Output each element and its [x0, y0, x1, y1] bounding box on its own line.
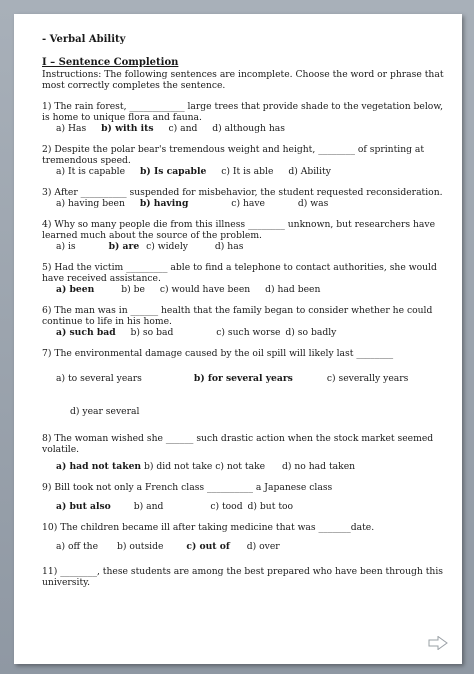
option-c: c) tood: [210, 501, 243, 512]
question-text: 10) The children became ill after taking medicine that was _______date.: [42, 522, 375, 533]
option-d: d) year several: [70, 406, 140, 417]
option-b: b) did not take: [144, 461, 213, 472]
question-1: [42, 101, 444, 134]
option-d-row: [42, 406, 444, 417]
option-c: c) not take: [215, 461, 266, 472]
option-b: b) for several years: [193, 373, 293, 384]
option-d: d) was: [297, 198, 329, 209]
option-a: a) been: [56, 284, 95, 295]
option-c: c) and: [168, 123, 198, 134]
option-d: d) no had taken: [282, 461, 356, 472]
option-a: a) had not taken: [56, 461, 142, 472]
option-c: c) severally years: [326, 373, 409, 384]
page-heading: - Verbal Ability: [42, 34, 126, 45]
arrow-right-icon[interactable]: [428, 636, 448, 650]
question-text: 4) Why so many people die from this illness ________ unknown, but researchers have learned much about the source of the problem.: [42, 219, 436, 241]
option-b: b) and: [133, 501, 164, 512]
option-d: d) over: [246, 541, 280, 552]
option-d: d) although has: [212, 123, 285, 134]
question-text: 11) ________, these students are among the best prepared who have been through this university.: [42, 566, 443, 588]
question-7: [42, 348, 444, 417]
question-5: [42, 262, 444, 295]
question-6: [42, 305, 444, 338]
document-page: [14, 14, 462, 664]
options: [42, 166, 444, 177]
question-text: 8) The woman wished she ______ such drastic action when the stock market seemed volatile.: [42, 433, 434, 455]
option-a: a) having been: [56, 198, 125, 209]
option-d: d) had been: [265, 284, 321, 295]
option-d: d) Ability: [288, 166, 331, 177]
question-text: 9) Bill took not only a French class __________ a Japanese class: [42, 482, 333, 493]
section-title: I – Sentence Completion: [42, 57, 179, 68]
options: [42, 327, 444, 338]
instructions: Instructions: The following sentences are incomplete. Choose the word or phrase that most correctly completes the sentence.: [42, 69, 444, 91]
option-a: a) off the: [56, 541, 99, 552]
question-11: [42, 566, 444, 588]
options: [42, 198, 444, 209]
question-9: [42, 482, 444, 512]
question-2: [42, 144, 444, 177]
question-8: [42, 433, 444, 472]
option-b: b) so bad: [130, 327, 174, 338]
options: [42, 461, 444, 472]
question-10: [42, 522, 444, 552]
option-b: b) Is capable: [139, 166, 207, 177]
option-b: b) are: [108, 241, 140, 252]
option-a: a) such bad: [56, 327, 116, 338]
option-a: a) to several years: [56, 373, 142, 384]
option-a: a) is: [56, 241, 76, 252]
option-d: d) has: [214, 241, 244, 252]
options: [42, 373, 444, 384]
question-4: [42, 219, 444, 252]
options: [42, 123, 444, 134]
option-b: b) outside: [116, 541, 164, 552]
question-text: 5) Had the victim _________ able to find a telephone to contact authorities, she would have received assistance.: [42, 262, 437, 284]
option-a: a) It is capable: [56, 166, 126, 177]
options: [42, 541, 444, 552]
question-text: 6) The man was in ______ health that the family began to consider whether he could continue to life in his home.: [42, 305, 433, 327]
option-c: c) have: [231, 198, 265, 209]
option-c: c) It is able: [221, 166, 274, 177]
option-b: b) be: [121, 284, 145, 295]
question-text: 7) The environmental damage caused by the oil spill will likely last ________: [42, 348, 394, 359]
option-d: d) so badly: [285, 327, 337, 338]
option-b: b) with its: [101, 123, 154, 134]
options: [42, 284, 444, 295]
option-d: d) but too: [247, 501, 294, 512]
question-text: 3) After __________ suspended for misbehavior, the student requested reconsideration.: [42, 187, 443, 198]
option-a: a) but also: [56, 501, 111, 512]
options: [42, 501, 444, 512]
option-a: a) Has: [56, 123, 87, 134]
option-c: c) would have been: [159, 284, 251, 295]
document-content: [42, 34, 444, 598]
option-c: c) widely: [146, 241, 188, 252]
question-text: 2) Despite the polar bear's tremendous weight and height, ________ of sprinting at tremendous speed.: [42, 144, 425, 166]
option-c: c) such worse: [216, 327, 281, 338]
question-3: [42, 187, 444, 209]
options: [42, 241, 444, 252]
option-c: c) out of: [186, 541, 230, 552]
question-text: 1) The rain forest, ____________ large trees that provide shade to the vegetation below, is home to unique flora and fauna.: [42, 101, 444, 123]
option-b: b) having: [139, 198, 189, 209]
